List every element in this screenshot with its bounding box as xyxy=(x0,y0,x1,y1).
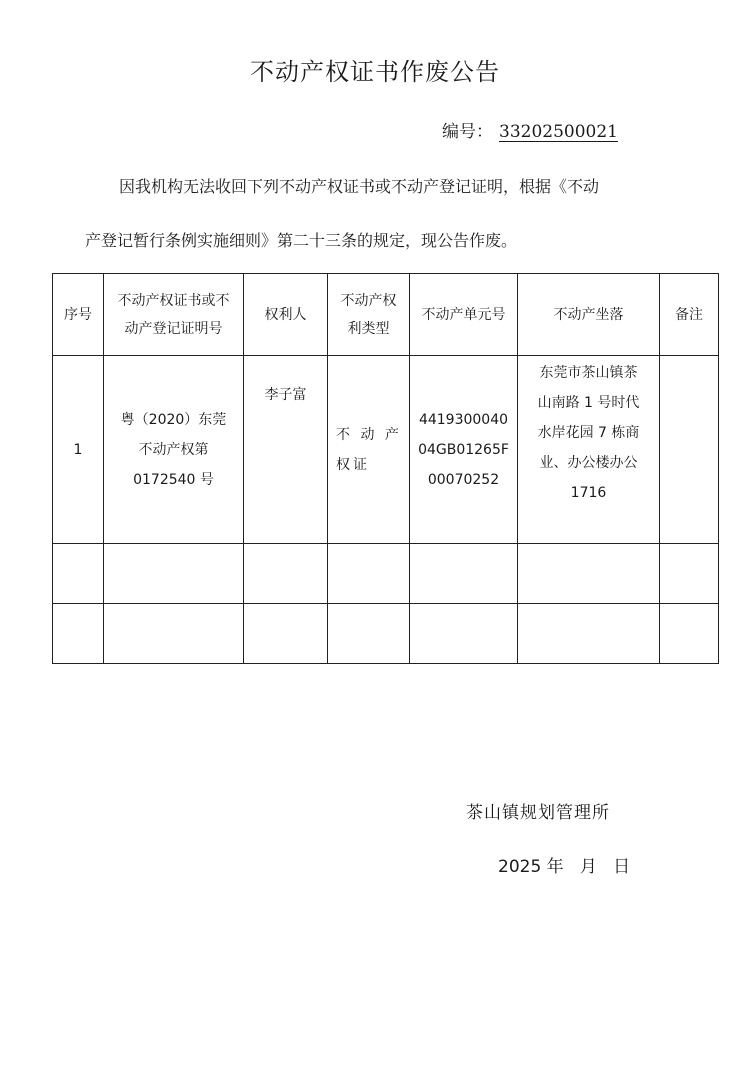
empty-cell xyxy=(328,544,410,604)
issue-date: 2025 年 月 日 xyxy=(498,857,631,877)
cell-location-line-2: 山南路 1 号时代 xyxy=(537,395,640,411)
empty-cell xyxy=(53,604,104,664)
empty-cell xyxy=(104,604,244,664)
empty-cell xyxy=(328,604,410,664)
document-number-value: 33202500021 xyxy=(499,122,618,142)
table-row-empty xyxy=(53,604,719,664)
notice-paragraph-line-2: 产登记暂行条例实施细则》第二十三条的规定，现公告作废。 xyxy=(85,231,518,250)
empty-cell xyxy=(518,604,660,664)
empty-cell xyxy=(660,604,719,664)
header-cert-no xyxy=(104,274,244,356)
table-row xyxy=(53,356,719,544)
table-header-row xyxy=(53,274,719,356)
empty-cell xyxy=(244,604,328,664)
header-right-type xyxy=(328,274,410,356)
header-cert-no-line-1: 不动产权证书或不 xyxy=(117,292,230,309)
cell-right-type-line-2: 权证 xyxy=(336,456,370,473)
cell-location-line-3: 水岸花园 7 栋商 xyxy=(537,425,640,441)
cell-cert-no-line-3: 0172540 号 xyxy=(133,471,214,488)
cell-seq: 1 xyxy=(53,356,104,544)
cell-cert-no-line-1: 粤（2020）东莞 xyxy=(120,411,227,428)
header-seq: 序号 xyxy=(53,274,104,356)
header-unit-no: 不动产单元号 xyxy=(410,274,518,356)
header-remark: 备注 xyxy=(660,274,719,356)
cell-location-line-4: 业、办公楼办公 xyxy=(539,455,638,471)
empty-cell xyxy=(53,544,104,604)
cell-holder: 李子富 xyxy=(244,356,328,544)
cell-right-type xyxy=(328,356,410,544)
header-right-type-line-2: 利类型 xyxy=(347,320,390,337)
header-right-type-line-1: 不动产权 xyxy=(340,292,397,309)
notice-title: 不动产权证书作废公告 xyxy=(250,58,500,86)
document-number-label: 编号： xyxy=(442,122,493,142)
cell-remark xyxy=(660,356,719,544)
void-certificate-table xyxy=(52,273,719,664)
empty-cell xyxy=(244,544,328,604)
header-holder: 权利人 xyxy=(244,274,328,356)
table-row-empty xyxy=(53,544,719,604)
cell-location xyxy=(518,356,660,544)
issuing-office: 茶山镇规划管理所 xyxy=(466,803,610,823)
cell-location-line-1: 东莞市茶山镇茶 xyxy=(539,365,638,381)
empty-cell xyxy=(518,544,660,604)
cell-cert-no-line-2: 不动产权第 xyxy=(138,441,209,458)
cell-location-line-5: 1716 xyxy=(570,485,607,501)
cell-right-type-line-1: 不 动 产 xyxy=(336,426,402,443)
cell-unit-no-line-1: 4419300040 xyxy=(418,411,509,428)
empty-cell xyxy=(104,544,244,604)
header-location: 不动产坐落 xyxy=(518,274,660,356)
cell-cert-no xyxy=(104,356,244,544)
notice-paragraph-line-1: 因我机构无法收回下列不动产权证书或不动产登记证明，根据《不动 xyxy=(119,177,600,196)
cell-unit-no-line-2: 04GB01265F xyxy=(418,441,509,458)
cell-unit-no-line-3: 00070252 xyxy=(427,471,500,488)
cell-unit-no xyxy=(410,356,518,544)
document-number xyxy=(442,117,618,142)
empty-cell xyxy=(410,604,518,664)
empty-cell xyxy=(410,544,518,604)
header-cert-no-line-2: 动产登记证明号 xyxy=(124,320,223,337)
empty-cell xyxy=(660,544,719,604)
